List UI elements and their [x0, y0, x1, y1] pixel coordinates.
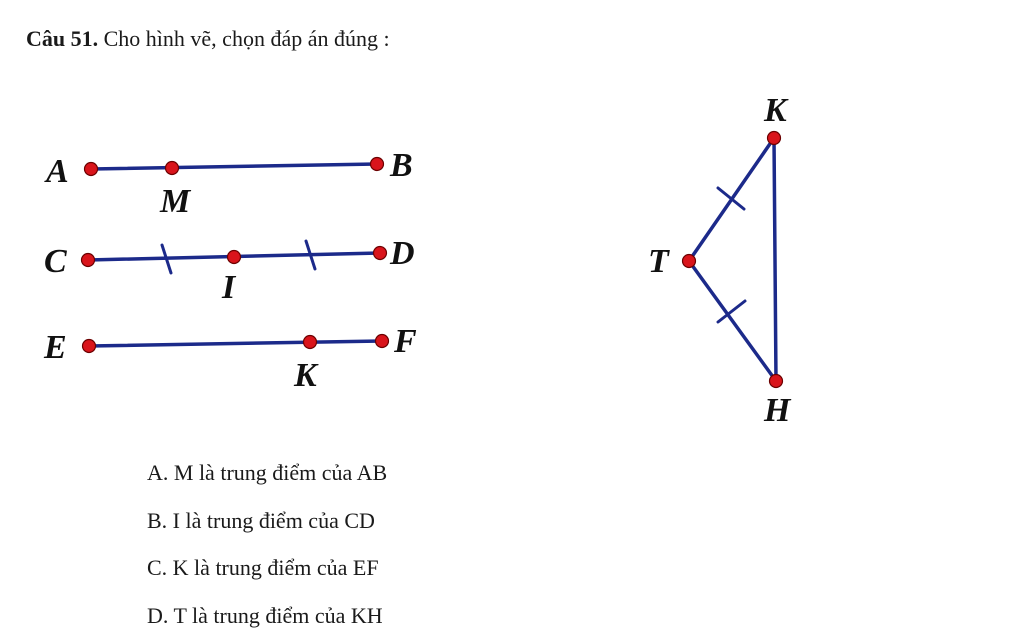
segment-ef-group: [43, 323, 417, 394]
point-b: [371, 158, 384, 171]
label-b: B: [389, 147, 413, 184]
answer-options: [147, 453, 387, 643]
option-d[interactable]: D. T là trung điểm của KH: [147, 596, 387, 643]
label-i: I: [221, 269, 237, 306]
segment-ef: [89, 341, 382, 346]
segment-th: [689, 261, 776, 381]
point-a: [85, 163, 98, 176]
label-h: H: [763, 392, 792, 429]
label-d: D: [389, 235, 415, 272]
option-c[interactable]: C. K là trung điểm của EF: [147, 548, 387, 596]
label-k-ef: K: [293, 357, 319, 394]
question-prompt: Cho hình vẽ, chọn đáp án đúng :: [104, 26, 390, 51]
point-e: [83, 340, 96, 353]
label-a: A: [44, 153, 69, 190]
label-k: K: [763, 92, 789, 129]
point-k: [768, 132, 781, 145]
segment-ab: [91, 164, 377, 169]
point-i: [228, 251, 241, 264]
point-m: [166, 162, 179, 175]
point-h: [770, 375, 783, 388]
point-c: [82, 254, 95, 267]
segment-ab-group: [44, 147, 413, 220]
label-f: F: [393, 323, 417, 360]
option-a[interactable]: A. M là trung điểm của AB: [147, 453, 387, 501]
segment-cd-group: [44, 235, 415, 306]
segment-kh: [774, 138, 776, 381]
point-d: [374, 247, 387, 260]
figure-kth-group: [648, 92, 792, 429]
point-t: [683, 255, 696, 268]
label-c: C: [44, 243, 67, 280]
tick-kt: [718, 188, 744, 209]
label-t: T: [648, 243, 670, 280]
label-e: E: [43, 329, 67, 366]
point-k-ef: [304, 336, 317, 349]
question-number: Câu 51.: [26, 26, 98, 51]
label-m: M: [159, 183, 192, 220]
option-b[interactable]: B. I là trung điểm của CD: [147, 501, 387, 549]
point-f: [376, 335, 389, 348]
